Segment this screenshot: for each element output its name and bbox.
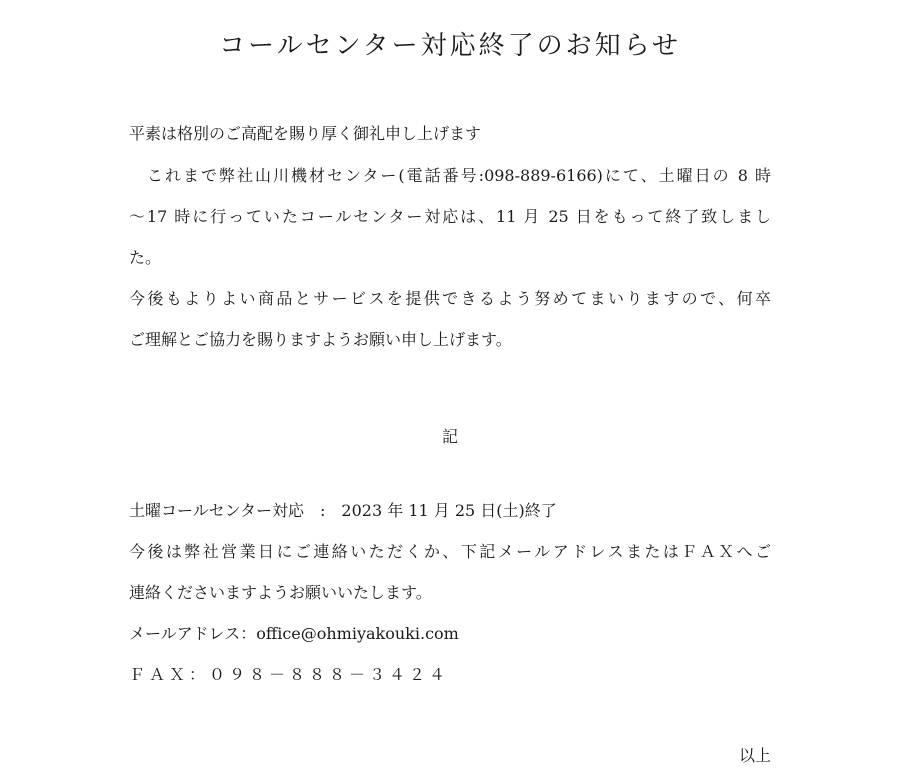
ki-heading: 記 xyxy=(441,427,458,446)
email-line: メールアドレス：office@ohmiyakouki.com xyxy=(129,624,459,643)
saturday-service-line: 土曜コールセンター対応 : 2023 年 11 月 25 日(土)終了 xyxy=(129,501,557,520)
document-title: コールセンター対応終了のお知らせ xyxy=(219,31,681,61)
paragraph2-line2: ご理解とご協力を賜りますようお願い申し上げます。 xyxy=(129,330,512,349)
closing-text: 以上 xyxy=(738,746,771,765)
contact-line2: 連絡くださいますようお願いいたします。 xyxy=(129,583,432,602)
paragraph1-line2: ～17 時に行っていたコールセンター対応は、11 月 25 日をもって終了致しまし xyxy=(129,207,771,226)
paragraph1-line3: た。 xyxy=(129,248,162,267)
greeting-text: 平素は格別のご高配を賜り厚く御礼申し上げます xyxy=(129,124,482,143)
contact-line1: 今後は弊社営業日にご連絡いただくか、下記メールアドレスまたはＦＡＸへご xyxy=(129,542,771,561)
fax-line: ＦＡＸ：０９８－８８８－３４２４ xyxy=(129,665,450,684)
paragraph2-line1: 今後もよりよい商品とサービスを提供できるよう努めてまいりますので、何卒 xyxy=(129,289,771,308)
paragraph1-line1: これまで弊社山川機材センター(電話番号:098-889-6166)にて、土曜日の 8 時 xyxy=(129,166,771,185)
